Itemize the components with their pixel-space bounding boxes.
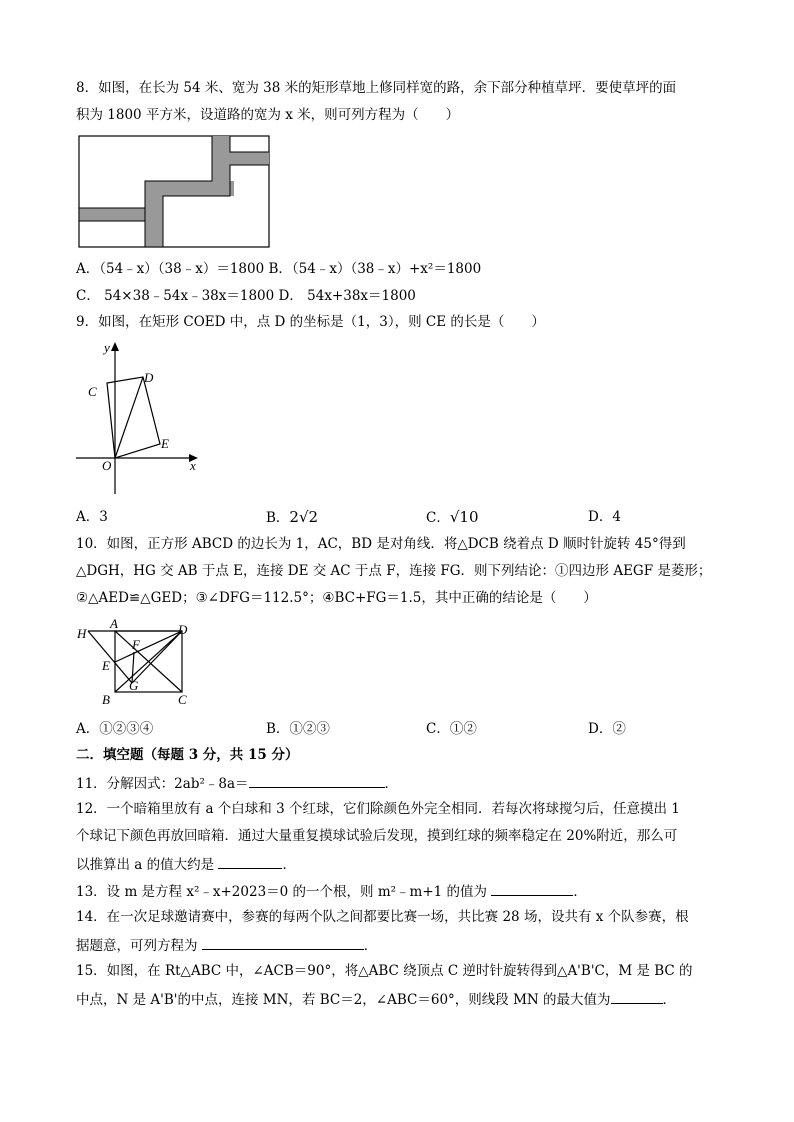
segment-de [115,631,182,662]
q14-line2-text: 据题意，可列方程为 [76,938,202,954]
q15-answer-blank[interactable] [611,989,663,1004]
label-d: D [178,622,188,637]
q14-line2 [76,935,377,955]
label-c: C [178,692,187,707]
q8-road-figure [78,135,272,249]
q12-line1: 12．一个暗箱里放有 a 个白球和 3 个红球，它们除颜色外完全相同．若每次将球搅匀后，任意摸出 1 [76,801,680,817]
q9-option-d: D．4 [588,509,621,525]
q10-option-c: C．①② [426,721,477,737]
q15-line1: 15．如图，在 Rt△ABC 中，∠ACB＝90°，将△ABC 绕顶点 C 逆时针旋转得到△A'B'C，M 是 BC 的 [76,963,693,979]
q15-end: ． [662,992,677,1008]
q13-end: ． [573,884,587,900]
q12-line3-text: 以推算出 a 的值大约是 [76,857,219,873]
q8-options-cd: C． 54×38﹣54x﹣38x＝1800 D． 54x+38x＝1800 [76,288,416,304]
q14-answer-blank[interactable] [202,935,364,950]
label-e: E [102,658,110,673]
q10-line1: 10．如图，正方形 ABCD 的边长为 1，AC，BD 是对角线．将△DCB 绕着点 D 顺时针旋转 45°得到 [76,536,686,552]
q12-line3 [76,854,296,874]
q9-option-c [426,508,479,527]
q9-option-b-value: 2√2 [289,508,319,526]
label-b: B [102,692,110,707]
q9-option-a: A．3 [76,509,108,525]
label-e: E [161,436,169,451]
q9-option-c-value: √10 [449,508,479,526]
label-o: O [102,458,112,473]
section-title: 二．填空题（每题 3 分，共 15 分） [76,747,299,763]
q9-option-b [266,508,318,527]
q14-end: ． [363,938,378,954]
q13-text: 13．设 m 是方程 x²﹣x+2023＝0 的一个根，则 m²﹣m+1 的值为 [76,884,492,900]
label-a: A [110,616,118,631]
label-x: x [190,458,196,473]
road-segment [79,208,152,221]
q11-answer-blank[interactable] [249,773,385,788]
q14-line1: 14．在一次足球邀请赛中，参赛的每两个队之间都要比赛一场，共比赛 28 场，设共有 x 个队参赛，根 [76,909,689,925]
q11 [76,773,398,793]
label-f: F [132,637,140,652]
q10-line3: ②△AED≌△GED；③∠DFG＝112.5°；④BC+FG＝1.5，其中正确的结论是（ ） [76,590,597,606]
q10-square-figure [74,616,198,708]
q10-option-a: A．①②③④ [76,721,154,737]
q11-end: ． [384,776,399,792]
q15-line2-text: 中点，N 是 A'B'的中点，连接 MN，若 BC＝2，∠ABC＝60°，则线段 MN 的最大值为 [76,992,611,1008]
q9-option-c-prefix: C． [426,510,450,526]
q10-option-b: B．①②③ [266,721,330,737]
q13 [76,881,587,901]
label-c: C [88,384,97,399]
q12-answer-blank[interactable] [218,854,282,869]
road-segment [228,152,269,165]
q11-text: 11．分解因式：2ab²﹣8a＝ [76,776,249,792]
q12-end: ． [282,857,296,873]
q9-coordinate-figure [76,340,206,496]
diagonal-od [115,377,143,458]
q12-line2: 个球记下颜色再放回暗箱．通过大量重复摸球试验后发现，摸到红球的频率稳定在 20%附近，那么可 [76,828,678,844]
label-h: H [77,626,87,641]
q8-line2: 积为 1800 平方米，设道路的宽为 x 米，则可列方程为（ ） [76,107,460,123]
q10-option-d: D．② [588,721,626,737]
q10-line2: △DGH，HG 交 AB 于点 E，连接 DE 交 AC 于点 F，连接 FG．则下列结论：①四边形 AEGF 是菱形； [76,563,712,579]
label-y: y [104,340,110,355]
label-d: D [144,370,154,385]
q15-line2 [76,989,676,1009]
q13-answer-blank[interactable] [491,881,573,896]
q8-options-ab: A．（54﹣x）（38﹣x）＝1800 B．（54﹣x）（38﹣x）+x²＝1800 [76,261,482,277]
label-g: G [129,678,139,693]
q8-line1: 8．如图，在长为 54 米、宽为 38 米的矩形草地上修同样宽的路，余下部分种植草坪．要使草坪的面 [76,80,677,96]
q9-option-b-prefix: B． [266,510,290,526]
y-axis-arrow [111,342,119,351]
road-segment [212,136,230,196]
q9-line1: 9．如图，在矩形 COED 中，点 D 的坐标是（1，3），则 CE 的长是（ ） [76,314,545,330]
